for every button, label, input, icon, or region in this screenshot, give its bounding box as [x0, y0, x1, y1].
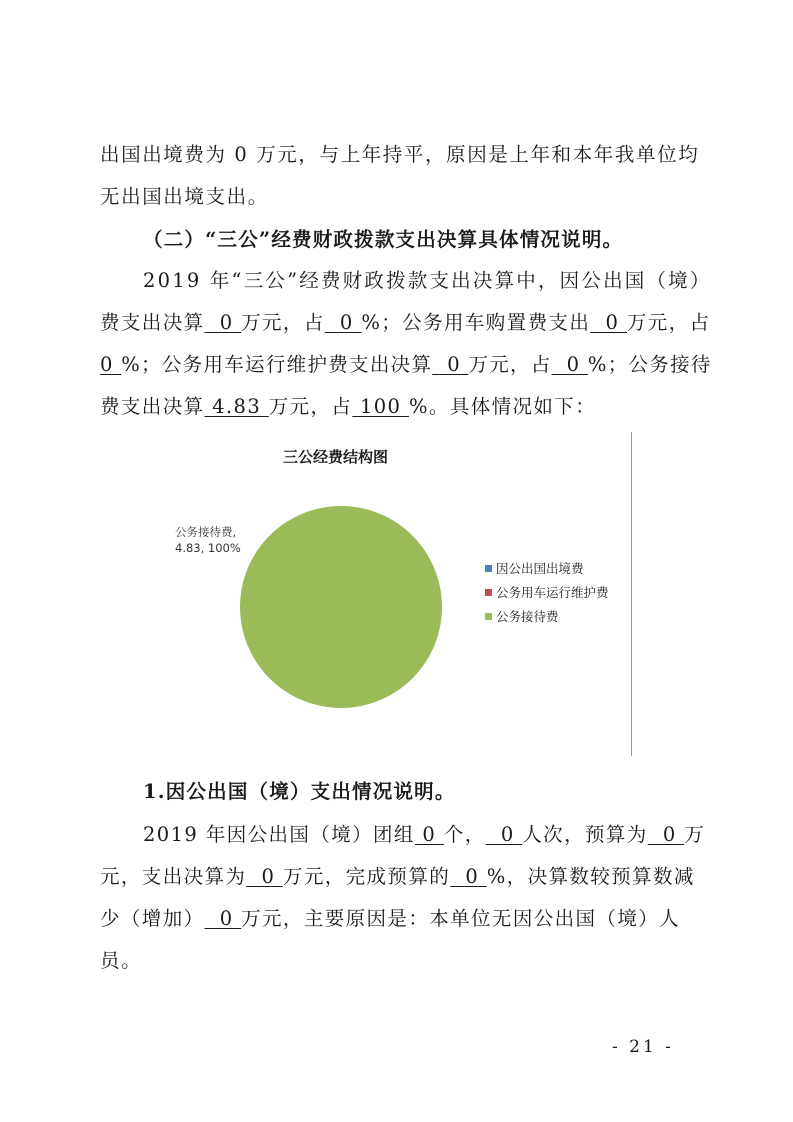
- underlined-value: 0: [432, 353, 469, 376]
- body-line: [143, 820, 706, 850]
- text-span: %。具体情况如下：: [408, 395, 597, 418]
- underlined-value: 0: [485, 823, 523, 846]
- legend-item: [485, 556, 609, 580]
- chart-title: 三公经费结构图: [283, 448, 389, 466]
- text-span: %；公务用车购置费支出: [361, 311, 591, 334]
- section-heading: [143, 225, 736, 255]
- text-span: 万: [684, 823, 706, 846]
- text-span: 万元，占: [468, 353, 552, 376]
- underlined-value: 0: [450, 865, 487, 888]
- underlined-value: 0: [204, 907, 242, 930]
- underlined-value: 4.83: [204, 395, 269, 418]
- body-line: [100, 862, 693, 892]
- underlined-value: 0: [647, 823, 685, 846]
- text-span: 2019 年“三公”经费财政拨款支出决算中，因公出国（境）: [143, 269, 712, 292]
- text-span: %，决算数较预算数减: [486, 865, 695, 888]
- body-line: [100, 350, 712, 380]
- text-span: 费支出决算: [100, 311, 205, 334]
- body-line: [100, 392, 693, 422]
- underlined-value: 0: [551, 353, 588, 376]
- legend-label: 公务接待费: [496, 609, 559, 624]
- text-span: 2019 年因公出国（境）团组: [143, 823, 415, 846]
- legend-label: 因公出国出境费: [496, 561, 584, 576]
- section-heading-text: （二）“三公”经费财政拨款支出决算具体情况说明。: [143, 228, 624, 251]
- body-line: [100, 904, 693, 934]
- text-span: 人次，预算为: [522, 823, 648, 846]
- text-span: 万元，占: [241, 311, 325, 334]
- body-line: [100, 140, 700, 170]
- text-span: 万元，占: [268, 395, 353, 418]
- chart-legend: [485, 556, 609, 628]
- text-span: 少（增加）: [100, 907, 205, 930]
- pie-data-label-value: 4.83, 100%: [175, 541, 241, 555]
- pie-slice: [240, 506, 442, 708]
- underlined-value: 0: [246, 865, 283, 888]
- legend-swatch: [485, 589, 492, 596]
- text-span: 万元，完成预算的: [282, 865, 451, 888]
- text-span: 出国出境费为 0 万元，与上年持平，原因是上年和本年我单位均: [100, 143, 700, 166]
- subheading-text: 1.因公出国（境）支出情况说明。: [143, 780, 456, 803]
- text-span: %；公务用车运行维护费支出决算: [121, 353, 433, 376]
- underlined-value: 100: [352, 395, 409, 418]
- legend-label: 公务用车运行维护费: [496, 585, 609, 600]
- text-span: 费支出决算: [100, 395, 205, 418]
- body-line: [100, 182, 693, 212]
- body-line: [143, 266, 712, 296]
- body-line: [100, 308, 711, 338]
- text-span: 万元，主要原因是：本单位无因公出国（境）人: [241, 907, 681, 930]
- subheading: [143, 777, 736, 807]
- underlined-value: 0: [414, 823, 444, 846]
- page-number: - 21 -: [612, 1037, 674, 1057]
- underlined-value: 0: [100, 353, 122, 376]
- legend-item: [485, 580, 609, 604]
- pie-chart-frame: [100, 432, 632, 756]
- pie-data-label-name: 公务接待费,: [175, 525, 237, 539]
- legend-swatch: [485, 565, 492, 572]
- text-span: 个，: [443, 823, 486, 846]
- underlined-value: 0: [324, 311, 362, 334]
- legend-item: [485, 604, 609, 628]
- text-span: 万元，占: [626, 311, 711, 334]
- underlined-value: 0: [204, 311, 242, 334]
- text-span: 无出国出境支出。: [100, 185, 269, 208]
- legend-swatch: [485, 613, 492, 620]
- text-span: %；公务接待: [587, 353, 712, 376]
- body-line: [100, 946, 693, 976]
- underlined-value: 0: [590, 311, 627, 334]
- text-span: 元，支出决算为: [100, 865, 247, 888]
- text-span: 员。: [100, 949, 143, 972]
